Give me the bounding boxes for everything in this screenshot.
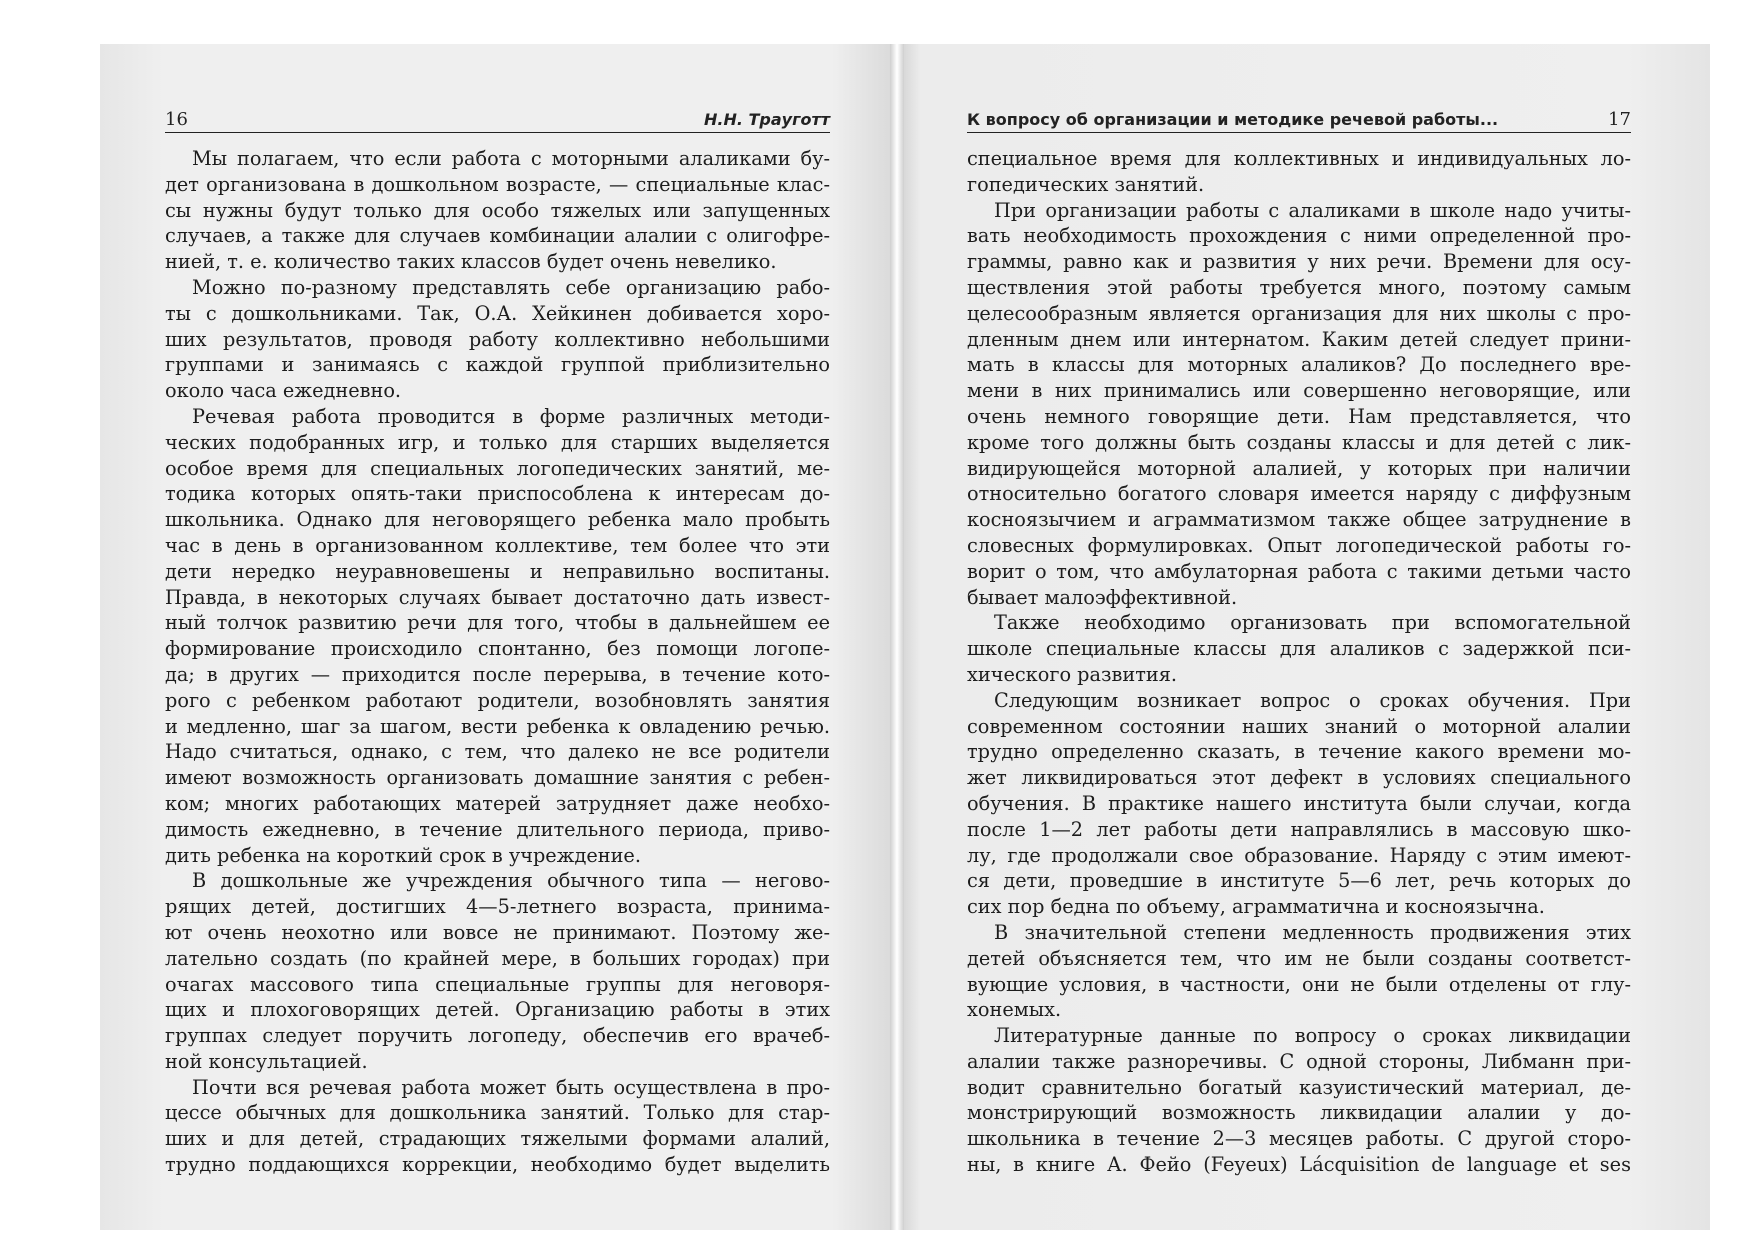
text-line: щих и плохоговорящих детей. Организацию работы в этих xyxy=(165,998,830,1022)
text-line: рого с ребенком работают родители, возобновлять занятия xyxy=(165,688,830,712)
text-line: ны, в книге А. Фейо (Feyeux) Lácquisition de language et ses xyxy=(967,1153,1631,1177)
text-line: дить ребенка на короткий срок в учреждение. xyxy=(165,843,641,867)
text-line: жет ликвидироваться этот дефект в условиях специального xyxy=(967,766,1631,790)
text-line: ворит о том, что амбулаторная работа с такими детьми часто xyxy=(967,559,1631,583)
text-line: граммы, равно как и развития у них речи. Времени для осу- xyxy=(967,250,1631,274)
left-running-header xyxy=(165,106,830,133)
text-line: косноязычием и аграмматизмом также общее затруднение в xyxy=(967,508,1631,532)
text-line: очагах массового типа специальные группы для неговоря- xyxy=(165,972,830,996)
text-line: дети нередко неуравновешены и неправильно воспитаны. xyxy=(165,559,830,583)
text-line: тодика которых опять-таки приспособлена к интересам до- xyxy=(165,482,830,506)
text-line: особое время для специальных логопедических занятий, ме- xyxy=(165,456,830,480)
right-page-number: 17 xyxy=(1608,109,1631,130)
right-page-body xyxy=(967,146,1631,1178)
text-line: хонемых. xyxy=(967,998,1062,1022)
text-line: дленным днем или интернатом. Каким детей следует прини- xyxy=(967,327,1631,351)
text-line: лу, где продолжали свое образование. Наряду с этим имеют- xyxy=(967,843,1631,867)
text-line: ческих подобранных игр, и только для старших выделяется xyxy=(165,430,830,454)
text-line: ют очень неохотно или вовсе не принимают. Поэтому же- xyxy=(165,920,830,944)
text-line: очень немного говорящие дети. Нам представляется, что xyxy=(967,404,1631,428)
text-line: группах следует поручить логопеду, обеспечив его врачеб- xyxy=(165,1024,830,1048)
text-line: школьника. Однако для неговорящего ребенка мало пробыть xyxy=(165,508,830,532)
right-running-header xyxy=(967,106,1631,133)
text-line: бывает малоэффективной. xyxy=(967,585,1238,609)
text-line: водит сравнительно богатый казуистический материал, де- xyxy=(967,1075,1631,1099)
text-line: ный толчок развитию речи для того, чтобы в дальнейшем ее xyxy=(165,611,830,635)
text-line: ших результатов, проводя работу коллективно небольшими xyxy=(165,327,830,351)
text-line: рящих детей, достигших 4—5-летнего возраста, принима- xyxy=(165,895,830,919)
text-line: алалии также разноречивы. С одной стороны, Либманн при- xyxy=(967,1049,1631,1073)
text-line: после 1—2 лет работы дети направлялись в массовую шко- xyxy=(967,817,1631,841)
left-running-head: Н.Н. Трауготт xyxy=(704,110,830,129)
text-line: относительно богатого словаря имеется наряду с диффузным xyxy=(967,482,1631,506)
left-page-number: 16 xyxy=(165,109,188,130)
text-line: около часа ежедневно. xyxy=(165,379,402,403)
text-line: Почти вся речевая работа может быть осуществлена в про- xyxy=(192,1075,830,1099)
text-line: Также необходимо организовать при вспомогательной xyxy=(994,611,1631,635)
text-line: ших и для детей, страдающих тяжелыми формами алалий, xyxy=(165,1127,830,1151)
left-page-body xyxy=(165,146,830,1178)
text-line: нией, т. е. количество таких классов будет очень невелико. xyxy=(165,250,777,274)
text-line: вать необходимость прохождения с ними определенной про- xyxy=(967,224,1631,248)
text-line: Следующим возникает вопрос о сроках обучения. При xyxy=(994,688,1631,712)
text-line: ком; многих работающих матерей затрудняет даже необхо- xyxy=(165,791,830,815)
text-line: гопедических занятий. xyxy=(967,172,1205,196)
text-line: мать в классы для моторных алаликов? До последнего вре- xyxy=(967,353,1631,377)
text-line: и медленно, шаг за шагом, вести ребенка к овладению речью. xyxy=(165,714,830,738)
text-line: школе специальные классы для алаликов с задержкой пси- xyxy=(967,637,1631,661)
text-line: хического развития. xyxy=(967,662,1178,686)
text-line: При организации работы с алаликами в школе надо учиты- xyxy=(994,198,1631,222)
text-line: трудно поддающихся коррекции, необходимо будет выделить xyxy=(165,1153,830,1177)
text-line: ществления этой работы требуется много, поэтому самым xyxy=(967,275,1631,299)
text-line: словесных формулировках. Опыт логопедической работы го- xyxy=(967,533,1631,557)
text-line: целесообразным является организация для них школы с про- xyxy=(967,301,1631,325)
text-line: дет организована в дошкольном возрасте, — специальные клас- xyxy=(165,172,830,196)
text-line: сих пор бедна по объему, аграмматична и косноязычна. xyxy=(967,895,1545,919)
text-line: Правда, в некоторых случаях бывает достаточно дать извест- xyxy=(165,585,830,609)
text-line: видирующейся моторной алалией, у которых при наличии xyxy=(967,456,1631,480)
text-line: детей объясняется тем, что им не были созданы соответст- xyxy=(967,946,1631,970)
text-line: кроме того должны быть созданы классы и для детей с лик- xyxy=(967,430,1631,454)
text-line: современном состоянии наших знаний о моторной алалии xyxy=(967,714,1631,738)
right-running-head: К вопросу об организации и методике речевой работы... xyxy=(967,110,1499,129)
text-line: трудно определенно сказать, в течение какого времени мо- xyxy=(967,740,1631,764)
text-line: имеют возможность организовать домашние занятия с ребен- xyxy=(165,766,830,790)
text-line: формирование происходило спонтанно, без помощи логопе- xyxy=(165,637,830,661)
text-line: димость ежедневно, в течение длительного периода, приво- xyxy=(165,817,830,841)
text-line: сы нужны будут только для особо тяжелых или запущенных xyxy=(165,198,830,222)
book-gutter xyxy=(890,44,904,1230)
text-line: Надо считаться, однако, с тем, что далеко не все родители xyxy=(165,740,830,764)
text-line: мени в них принимались или совершенно неговорящие, или xyxy=(967,379,1631,403)
text-line: да; в других — приходится после перерыва, в течение кото- xyxy=(165,662,830,686)
text-line: Литературные данные по вопросу о сроках ликвидации xyxy=(994,1024,1631,1048)
text-line: Речевая работа проводится в форме различных методи- xyxy=(192,404,830,428)
text-line: час в день в организованном коллективе, тем более что эти xyxy=(165,533,830,557)
text-line: ты с дошкольниками. Так, О.А. Хейкинен добивается хоро- xyxy=(165,301,830,325)
text-line: специальное время для коллективных и индивидуальных ло- xyxy=(967,147,1631,170)
text-line: вующие условия, в частности, они не были отделены от глу- xyxy=(967,972,1631,996)
text-line: случаев, а также для случаев комбинации алалии с олигофре- xyxy=(165,224,830,248)
text-line: лательно создать (по крайней мере, в больших городах) при xyxy=(165,946,830,970)
text-line: В дошкольные же учреждения обычного типа — негово- xyxy=(192,869,830,893)
text-line: школьника в течение 2—3 месяцев работы. С другой сторо- xyxy=(967,1127,1631,1151)
text-line: группами и занимаясь с каждой группой приблизительно xyxy=(165,353,830,377)
text-line: монстрирующий возможность ликвидации алалии у до- xyxy=(967,1101,1631,1125)
text-line: обучения. В практике нашего института были случаи, когда xyxy=(967,791,1631,815)
text-line: ся дети, проведшие в институте 5—6 лет, речь которых до xyxy=(967,869,1631,893)
text-line: ной консультацией. xyxy=(165,1049,368,1073)
text-line: цессе обычных для дошкольника занятий. Только для стар- xyxy=(165,1101,830,1125)
text-line: В значительной степени медленность продвижения этих xyxy=(994,920,1631,944)
text-line: Можно по-разному представлять себе организацию рабо- xyxy=(192,275,830,299)
text-line: Мы полагаем, что если работа с моторными алаликами бу- xyxy=(192,147,830,170)
